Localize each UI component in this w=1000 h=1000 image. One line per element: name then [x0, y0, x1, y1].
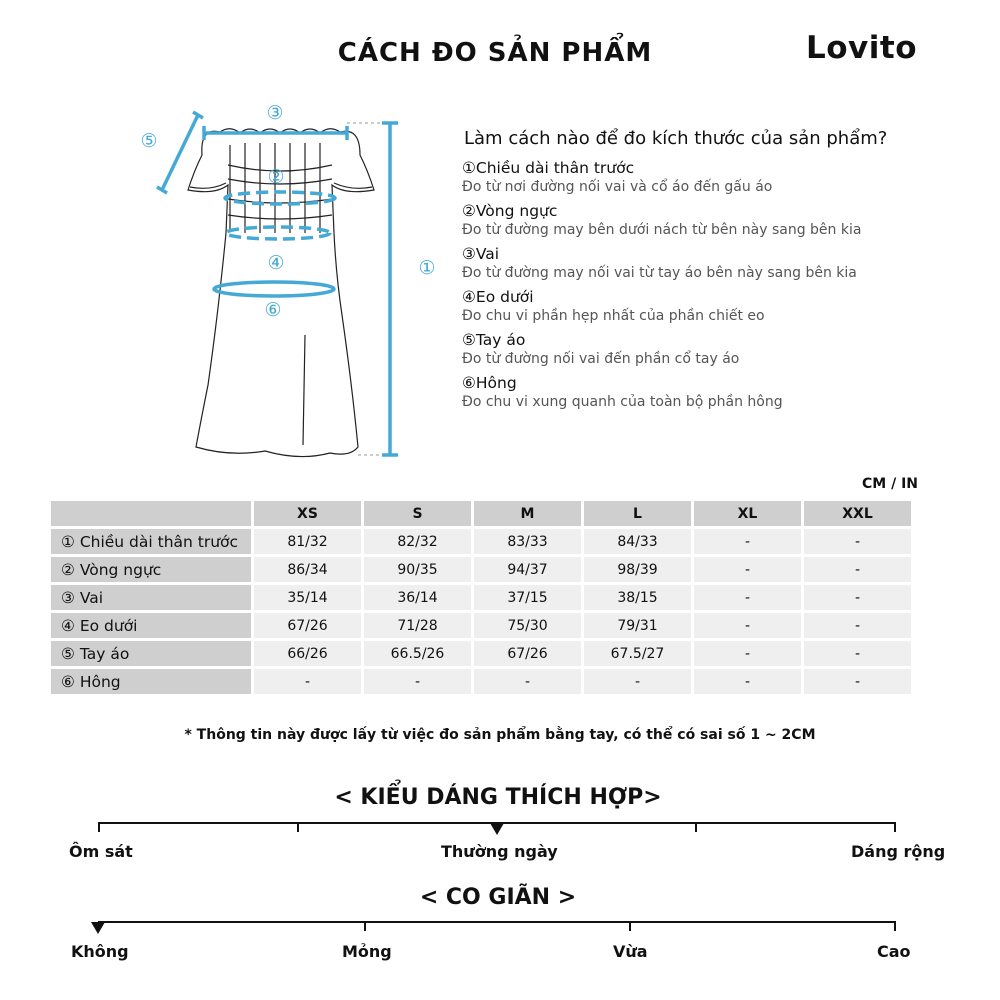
- label-4: ④: [267, 252, 285, 274]
- table-cell: 66.5/26: [364, 641, 471, 666]
- table-cell: -: [584, 669, 691, 694]
- row-label: ⑥ Hông: [51, 669, 251, 694]
- label-5: ⑤: [140, 130, 158, 152]
- table-row: [51, 557, 911, 582]
- table-cell: 98/39: [584, 557, 691, 582]
- row-label: ③ Vai: [51, 585, 251, 610]
- brand-logo: Lovito: [806, 30, 918, 66]
- table-cell: -: [694, 585, 801, 610]
- table-cell: 71/28: [364, 613, 471, 638]
- row-label: ② Vòng ngực: [51, 557, 251, 582]
- row-label: ④ Eo dưới: [51, 613, 251, 638]
- howto-item-name: ④Eo dưới: [462, 288, 534, 306]
- table-cell: -: [364, 669, 471, 694]
- howto-item-desc: Đo chu vi phần hẹp nhất của phần chiết eo: [462, 308, 765, 324]
- howto-item: [462, 158, 982, 201]
- stretch-tick: [364, 921, 366, 931]
- table-cell: -: [804, 529, 911, 554]
- table-cell: -: [694, 613, 801, 638]
- table-corner: [51, 501, 251, 526]
- label-3: ③: [266, 102, 284, 124]
- size-header: XS: [254, 501, 361, 526]
- measurement-note: * Thông tin này được lấy từ việc đo sản phẩm bằng tay, có thể có sai số 1 ~ 2CM: [184, 727, 816, 743]
- table-cell: 82/32: [364, 529, 471, 554]
- howto-item-desc: Đo từ đường nối vai đến phần cổ tay áo: [462, 351, 740, 367]
- table-row: [51, 669, 911, 694]
- table-cell: -: [694, 641, 801, 666]
- table-cell: 36/14: [364, 585, 471, 610]
- unit-label: CM / IN: [862, 476, 918, 492]
- fit-tick: [297, 822, 299, 832]
- table-cell: 90/35: [364, 557, 471, 582]
- howto-item-desc: Đo chu vi xung quanh của toàn bộ phần hông: [462, 394, 783, 410]
- table-cell: 37/15: [474, 585, 581, 610]
- table-cell: -: [804, 557, 911, 582]
- howto-item: [462, 287, 982, 330]
- table-cell: -: [694, 669, 801, 694]
- howto-item-desc: Đo từ đường may nối vai từ tay áo bên này sang bên kia: [462, 265, 857, 281]
- size-header: M: [474, 501, 581, 526]
- howto-list: [462, 158, 982, 416]
- table-cell: -: [474, 669, 581, 694]
- table-cell: 67/26: [474, 641, 581, 666]
- stretch-marker-icon: [91, 922, 105, 934]
- fit-label-regular: Thường ngày: [441, 842, 558, 861]
- table-cell: -: [254, 669, 361, 694]
- table-row: [51, 613, 911, 638]
- table-header-row: [51, 501, 911, 526]
- stretch-label-medium: Vừa: [613, 942, 648, 961]
- fit-tick: [98, 822, 100, 832]
- stretch-title: < CO GIÃN >: [419, 885, 577, 910]
- fit-marker-icon: [490, 823, 504, 835]
- size-header: S: [364, 501, 471, 526]
- stretch-label-slight: Mỏng: [342, 942, 392, 961]
- table-cell: 38/15: [584, 585, 691, 610]
- table-cell: 66/26: [254, 641, 361, 666]
- dress-diagram: [130, 95, 460, 470]
- howto-item-name: ①Chiều dài thân trước: [462, 159, 635, 177]
- measurement-lines: [157, 112, 398, 455]
- table-cell: 81/32: [254, 529, 361, 554]
- howto-item: [462, 201, 982, 244]
- table-row: [51, 641, 911, 666]
- label-6: ⑥: [264, 299, 282, 321]
- howto-item: [462, 244, 982, 287]
- stretch-tick: [894, 921, 896, 931]
- fit-tick: [695, 822, 697, 832]
- label-1: ①: [418, 257, 436, 279]
- table-cell: -: [694, 529, 801, 554]
- howto-item: [462, 330, 982, 373]
- stretch-label-high: Cao: [877, 942, 911, 961]
- stretch-label-none: Không: [71, 942, 129, 961]
- table-cell: 84/33: [584, 529, 691, 554]
- table-cell: -: [694, 557, 801, 582]
- table-cell: 75/30: [474, 613, 581, 638]
- table-cell: 86/34: [254, 557, 361, 582]
- stretch-scale-line: [98, 921, 896, 923]
- table-cell: 67/26: [254, 613, 361, 638]
- table-cell: -: [804, 641, 911, 666]
- row-label: ① Chiều dài thân trước: [51, 529, 251, 554]
- howto-item-desc: Đo từ nơi đường nối vai và cổ áo đến gấu áo: [462, 179, 773, 195]
- howto-item-desc: Đo từ đường may bên dưới nách từ bên này sang bên kia: [462, 222, 862, 238]
- howto-item: [462, 373, 982, 416]
- size-header: XL: [694, 501, 801, 526]
- table-row: [51, 529, 911, 554]
- label-2: ②: [267, 166, 285, 188]
- page-title: CÁCH ĐO SẢN PHẨM: [337, 38, 653, 68]
- howto-item-name: ③Vai: [462, 245, 500, 263]
- table-cell: 67.5/27: [584, 641, 691, 666]
- howto-item-name: ⑤Tay áo: [462, 331, 526, 349]
- table-cell: -: [804, 585, 911, 610]
- table-cell: 94/37: [474, 557, 581, 582]
- table-row: [51, 585, 911, 610]
- howto-item-name: ⑥Hông: [462, 374, 517, 392]
- size-table: [48, 498, 914, 697]
- table-cell: 35/14: [254, 585, 361, 610]
- table-cell: 83/33: [474, 529, 581, 554]
- fit-tick: [894, 822, 896, 832]
- stretch-tick: [629, 921, 631, 931]
- row-label: ⑤ Tay áo: [51, 641, 251, 666]
- fit-label-loose: Dáng rộng: [851, 842, 946, 861]
- fit-title: < KIỂU DÁNG THÍCH HỢP>: [334, 785, 662, 810]
- fit-label-tight: Ôm sát: [69, 842, 133, 861]
- table-cell: -: [804, 669, 911, 694]
- size-header: XXL: [804, 501, 911, 526]
- table-cell: -: [804, 613, 911, 638]
- howto-question: Làm cách nào để đo kích thước của sản phẩm?: [464, 128, 888, 149]
- size-header: L: [584, 501, 691, 526]
- howto-item-name: ②Vòng ngực: [462, 202, 558, 220]
- table-cell: 79/31: [584, 613, 691, 638]
